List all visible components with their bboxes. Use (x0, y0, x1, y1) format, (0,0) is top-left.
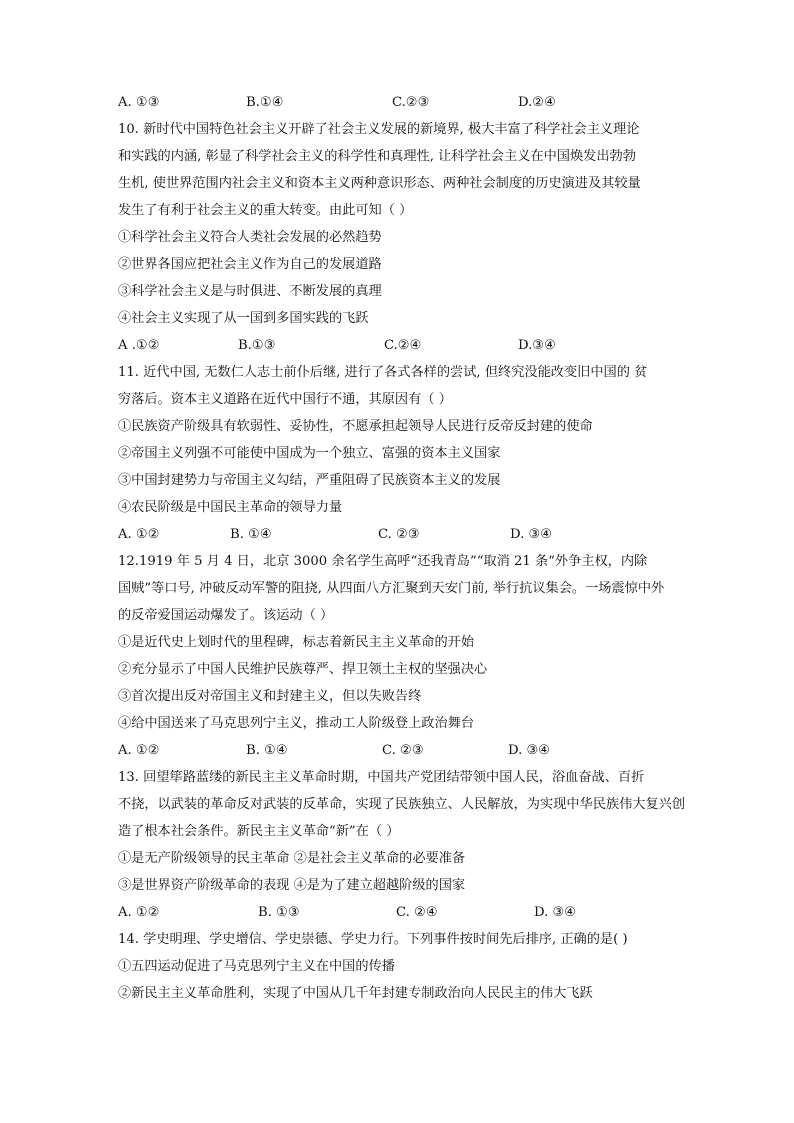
q13-options (118, 904, 678, 922)
q13-statement-2: ③是世界资产阶级革命的表现 ④是为了建立超越阶级的国家 (118, 878, 466, 893)
option-a: A. ①② (118, 905, 160, 920)
q13-stem-line-3: 造了根本社会条件。新民主主义革命“新”在（ ） (118, 824, 400, 839)
option-b: B. ①③ (258, 905, 300, 920)
q11-stem-line-1: 11. 近代中国, 无数仁人志士前仆后继, 进行了各式各样的尝试, 但终究没能改变旧中国的 贫 (118, 365, 648, 380)
option-d: D. ③④ (534, 905, 577, 920)
option-b: B.①③ (238, 338, 276, 353)
q11-statement-1: ①民族资产阶级具有软弱性、妥协性，不愿承担起领导人民进行反帝反封建的使命 (118, 419, 593, 434)
q13-statement-1: ①是无产阶级领导的民主革命 ②是社会主义革命的必要准备 (118, 851, 466, 866)
q10-statement-2: ②世界各国应把社会主义作为自己的发展道路 (118, 257, 382, 272)
option-a: A. ①② (118, 743, 160, 758)
q10-stem-line-1: 10. 新时代中国特色社会主义开辟了社会主义发展的新境界, 极大丰富了科学社会主义理论 (118, 122, 640, 137)
q12-statement-3: ③首次提出反对帝国主义和封建主义，但以失败告终 (118, 689, 422, 704)
q10-stem-line-4: 发生了有利于社会主义的重大转变。由此可知（ ） (118, 203, 413, 218)
option-c: C. ②③ (382, 743, 424, 758)
q11-statement-3: ③中国封建势力与帝国主义勾结，严重阻碍了民族资本主义的发展 (118, 473, 501, 488)
option-b: B.①④ (246, 95, 284, 110)
q10-statement-3: ③科学社会主义是与时俱进、不断发展的真理 (118, 284, 382, 299)
q10-statement-4: ④社会主义实现了从一国到多国实践的飞跃 (118, 311, 369, 326)
q9-options (118, 94, 678, 112)
q12-options (118, 742, 678, 760)
option-c: C.②④ (384, 338, 422, 353)
option-d: D. ③④ (510, 527, 553, 542)
q10-statement-1: ①科学社会主义符合人类社会发展的必然趋势 (118, 230, 382, 245)
option-d: D.②④ (518, 95, 556, 110)
q13-stem-line-2: 不挠，以武装的革命反对武装的反革命，实现了民族独立、人民解放，为实现中华民族伟大复兴创 (118, 797, 686, 812)
q14-statement-2: ②新民主主义革命胜利，实现了中国从几千年封建专制政治向人民民主的伟大飞跃 (118, 986, 593, 1001)
option-d: D. ③④ (508, 743, 551, 758)
q12-statement-2: ②充分显示了中国人民维护民族尊严、捍卫领土主权的坚强决心 (118, 662, 488, 677)
q10-stem-line-3: 生机, 使世界范围内社会主义和资本主义两种意识形态、两种社会制度的历史演进及其较量 (118, 176, 641, 191)
q11-statement-2: ②帝国主义列强不可能使中国成为一个独立、富强的资本主义国家 (118, 446, 501, 461)
option-b: B. ①④ (246, 743, 288, 758)
option-a: A. ①③ (118, 95, 160, 110)
q12-stem-line-3: 的反帝爱国运动爆发了。该运动（ ） (118, 608, 334, 623)
q13-stem-line-1: 13. 回望筚路蓝缕的新民主主义革命时期，中国共产党团结带领中国人民，浴血奋战、百折 (118, 770, 645, 785)
option-b: B. ①④ (230, 527, 272, 542)
q12-statement-4: ④给中国送来了马克思列宁主义，推动工人阶级登上政治舞台 (118, 716, 475, 731)
option-c: C. ②④ (396, 905, 438, 920)
option-d: D.③④ (518, 338, 556, 353)
q12-stem-line-1: 12.1919 年 5 月 4 日，北京 3000 余名学生高呼“还我青岛”“取消 21 条“外争主权，内除 (118, 554, 648, 569)
q11-statement-4: ④农民阶级是中国民主革命的领导力量 (118, 500, 343, 515)
q11-stem-line-2: 穷落后。资本主义道路在近代中国行不通，其原因有（ ） (118, 392, 452, 407)
option-c: C.②③ (392, 95, 430, 110)
q14-statement-1: ①五四运动促进了马克思列宁主义在中国的传播 (118, 959, 395, 974)
q10-stem-line-2: 和实践的内涵, 彰显了科学社会主义的科学性和真理性, 让科学社会主义在中国焕发出勃勃 (118, 149, 636, 164)
option-a: A .①② (118, 338, 160, 353)
option-c: C. ②③ (378, 527, 420, 542)
q12-stem-line-2: 国贼”等口号, 冲破反动军警的阻挠, 从四面八方汇聚到天安门前, 举行抗议集会。一场震惊中外 (118, 581, 665, 596)
option-a: A. ①② (118, 527, 160, 542)
q11-options (118, 526, 678, 544)
q10-options (118, 337, 678, 355)
q12-statement-1: ①是近代史上划时代的里程碑，标志着新民主主义革命的开始 (118, 635, 475, 650)
q14-stem-line-1: 14. 学史明理、学史增信、学史崇德、学史力行。下列事件按时间先后排序, 正确的是( ) (118, 932, 628, 947)
